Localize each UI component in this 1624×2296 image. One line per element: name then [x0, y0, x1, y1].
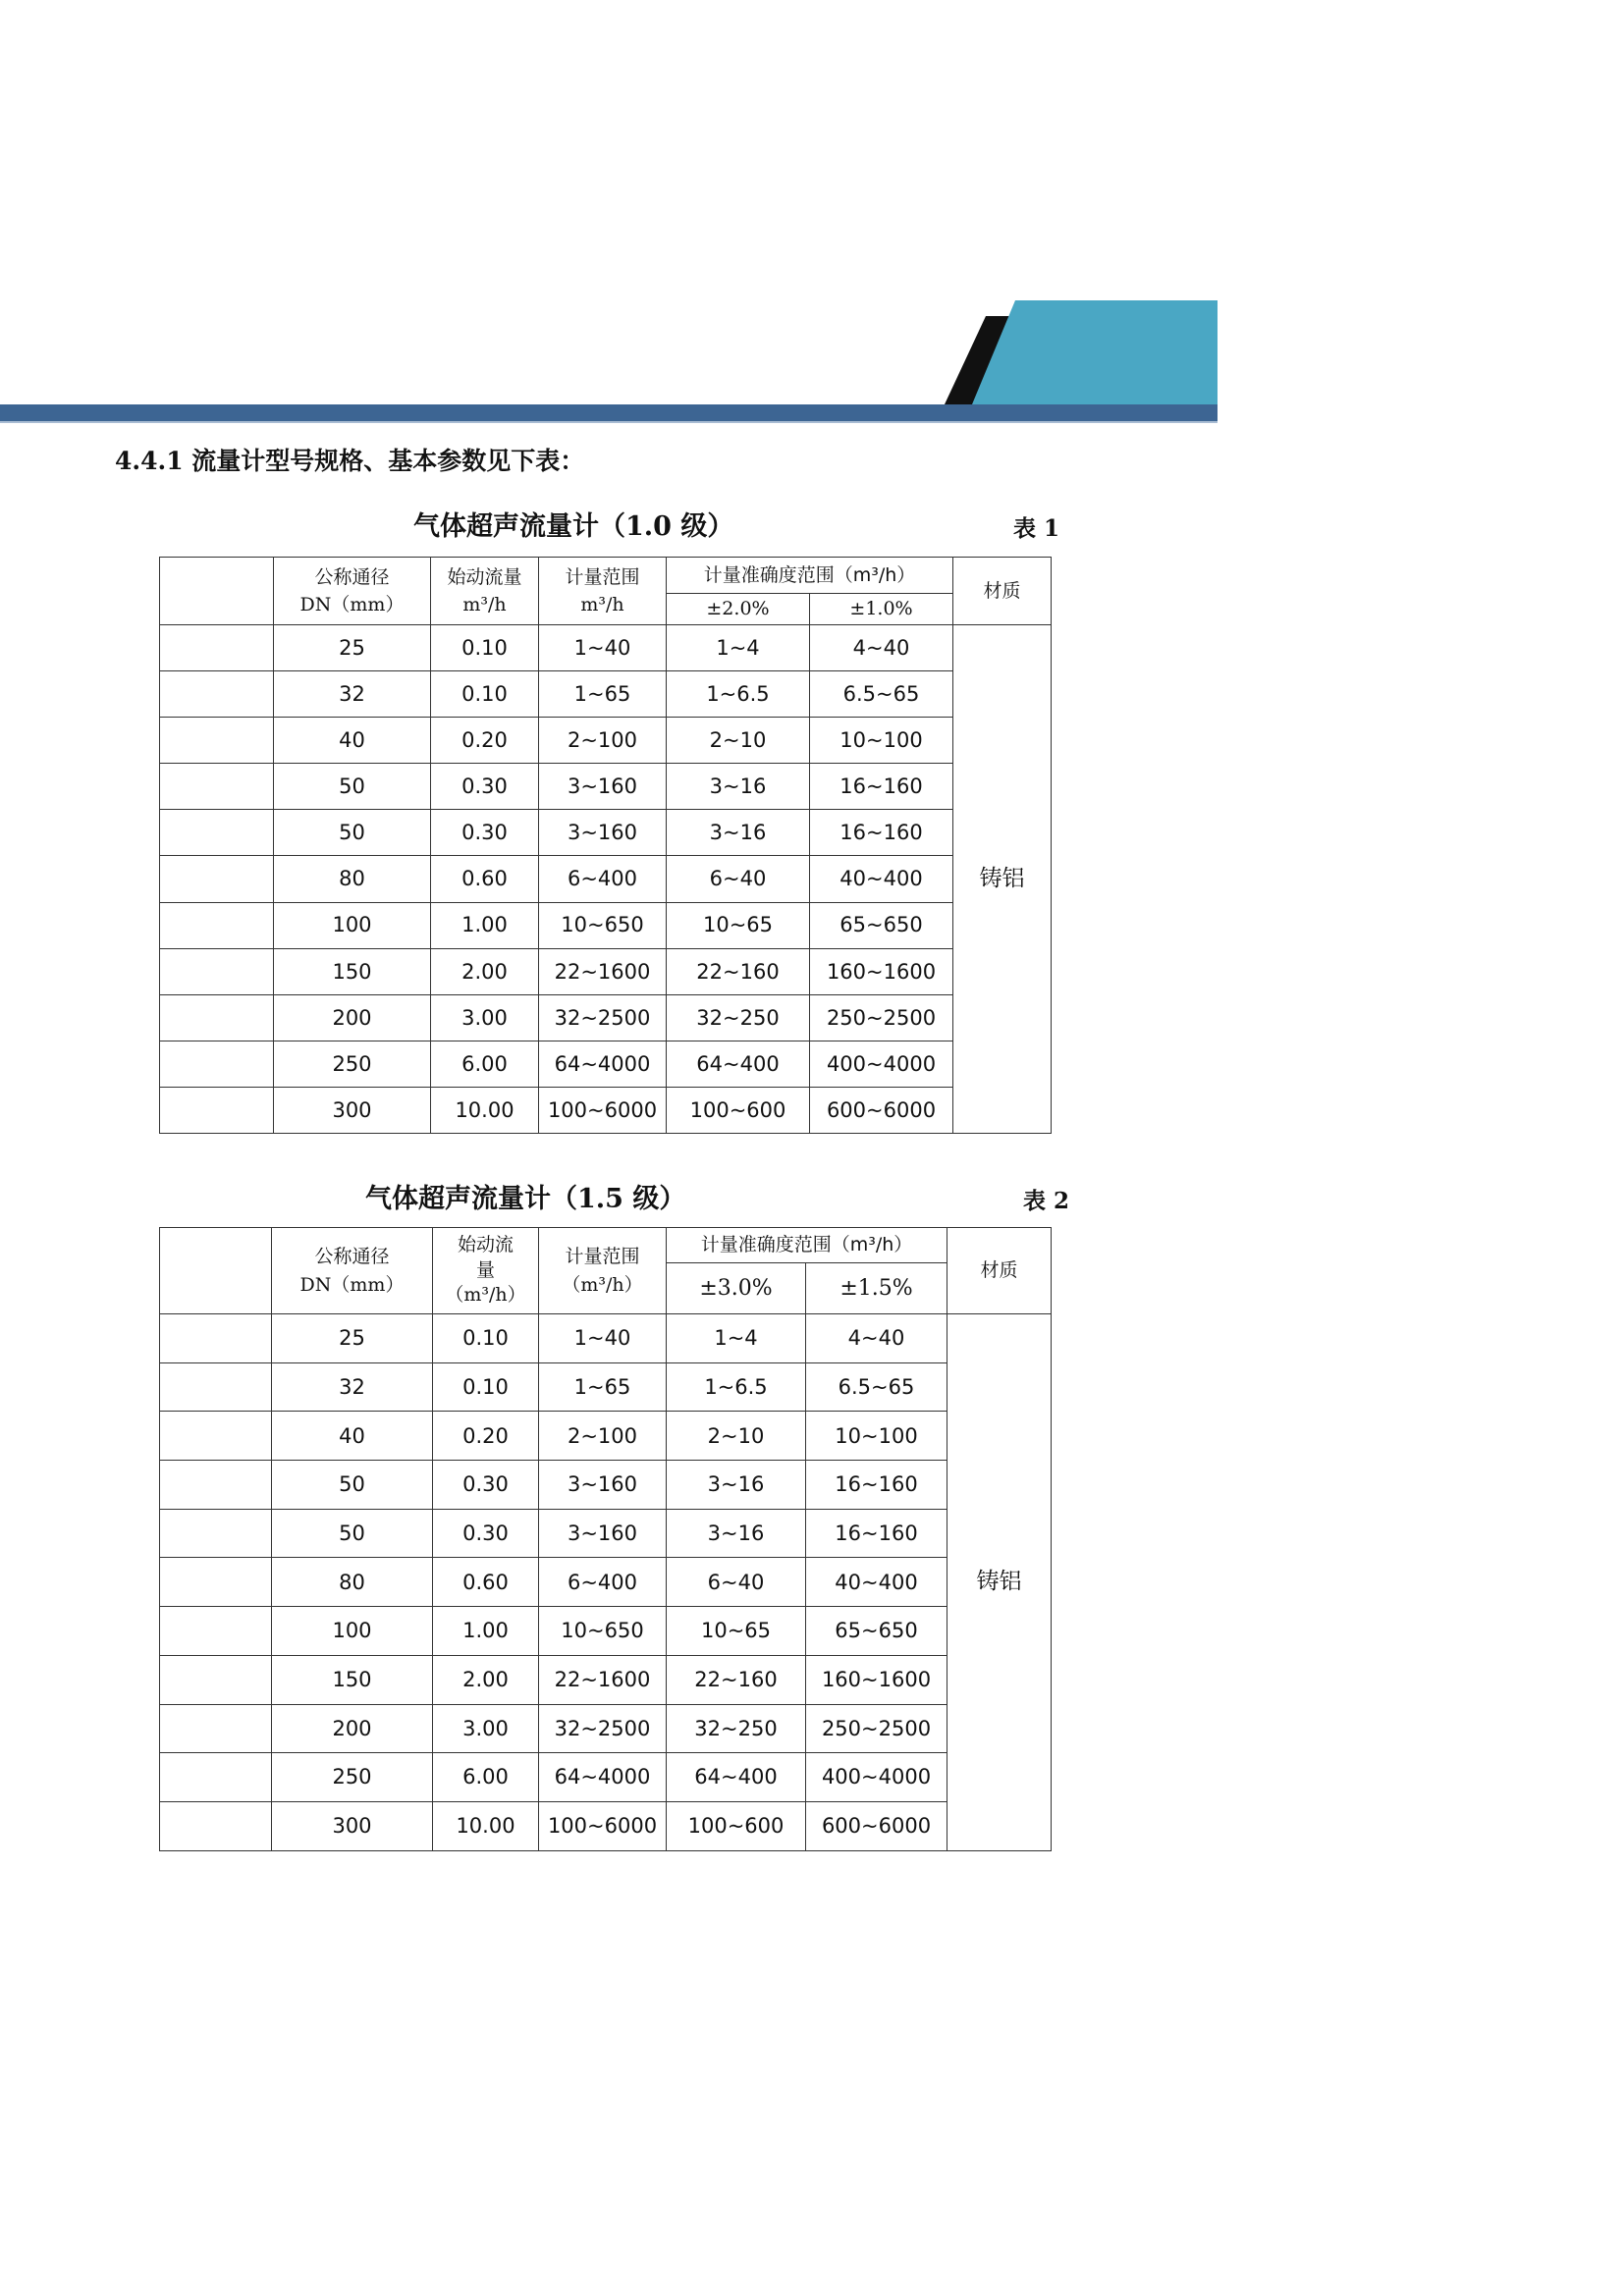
accuracy-b-cell: 600~6000	[806, 1801, 947, 1850]
start-flow-header-label: 始动流	[457, 1234, 514, 1256]
accuracy-a-cell: 32~250	[667, 1704, 806, 1753]
blank-cell	[160, 1655, 272, 1704]
accuracy-b-cell: 160~1600	[806, 1655, 947, 1704]
start-flow-cell: 0.60	[433, 1558, 539, 1607]
dn-cell: 300	[272, 1801, 433, 1850]
range-cell: 3~160	[539, 1509, 667, 1558]
dn-cell: 300	[274, 1087, 431, 1133]
blank-cell	[160, 1704, 272, 1753]
accuracy-b-cell: 10~100	[806, 1412, 947, 1461]
blank-cell	[160, 994, 274, 1041]
blank-cell	[160, 764, 274, 810]
dn-cell: 40	[272, 1412, 433, 1461]
range-header-unit: m³/h	[580, 594, 624, 615]
start-flow-header-cell	[431, 558, 539, 625]
blank-cell	[160, 1087, 274, 1133]
accuracy-a-cell: 2~10	[667, 718, 810, 764]
header-band	[0, 404, 1218, 421]
range-cell: 2~100	[539, 718, 667, 764]
blank-cell	[160, 1753, 272, 1802]
dn-cell: 25	[274, 625, 431, 671]
material-cell: 铸铝	[947, 1314, 1052, 1851]
dn-cell: 32	[274, 671, 431, 718]
table-row	[160, 1509, 1052, 1558]
table-row	[160, 1362, 1052, 1412]
accuracy-b-cell: 6.5~65	[806, 1362, 947, 1412]
accuracy-a-cell: 1~6.5	[667, 671, 810, 718]
accuracy-b-cell: 250~2500	[810, 994, 953, 1041]
start-flow-header-label: 始动流量	[447, 565, 522, 588]
start-flow-cell: 0.30	[431, 764, 539, 810]
accuracy-a-cell: 64~400	[667, 1041, 810, 1087]
blank-cell	[160, 1509, 272, 1558]
accuracy-a-cell: 10~65	[667, 1607, 806, 1656]
start-flow-cell: 3.00	[431, 994, 539, 1041]
start-flow-cell: 2.00	[433, 1655, 539, 1704]
accuracy-a-cell: 3~16	[667, 810, 810, 856]
accuracy-b-cell: 10~100	[810, 718, 953, 764]
range-header-cell	[539, 1228, 667, 1314]
table-2-number: 表 2	[1023, 1188, 1070, 1214]
start-flow-cell: 0.30	[431, 810, 539, 856]
accuracy-a-cell: 1~4	[667, 625, 810, 671]
range-cell: 1~65	[539, 1362, 667, 1412]
start-flow-cell: 1.00	[433, 1607, 539, 1656]
accuracy-b-cell: 40~400	[810, 856, 953, 902]
table-row	[160, 1607, 1052, 1656]
start-flow-cell: 2.00	[431, 948, 539, 994]
spec-table-1	[159, 557, 1052, 1134]
dn-cell: 80	[274, 856, 431, 902]
table-row	[160, 1461, 1052, 1510]
accuracy-header-cell: 计量准确度范围（m³/h）	[667, 558, 953, 594]
dn-cell: 50	[272, 1509, 433, 1558]
accuracy-b-cell: 16~160	[810, 810, 953, 856]
material-cell: 铸铝	[953, 625, 1052, 1134]
table-2-title: 气体超声流量计（1.5 级）	[365, 1184, 686, 1214]
blank-cell	[160, 1041, 274, 1087]
start-flow-cell: 0.10	[433, 1362, 539, 1412]
accuracy-a-cell: 100~600	[667, 1087, 810, 1133]
table-row	[160, 671, 1052, 718]
range-cell: 3~160	[539, 764, 667, 810]
dn-cell: 150	[272, 1655, 433, 1704]
accuracy-a-cell: 6~40	[667, 856, 810, 902]
range-cell: 1~65	[539, 671, 667, 718]
dn-cell: 250	[272, 1753, 433, 1802]
accuracy-a-cell: 3~16	[667, 1461, 806, 1510]
dn-cell: 40	[274, 718, 431, 764]
start-flow-cell: 6.00	[433, 1753, 539, 1802]
accuracy-a-cell: 1~6.5	[667, 1362, 806, 1412]
table-row	[160, 1314, 1052, 1363]
section-heading: 4.4.1 流量计型号规格、基本参数见下表：	[115, 447, 585, 475]
blank-cell	[160, 1412, 272, 1461]
dn-cell: 50	[274, 764, 431, 810]
range-cell: 100~6000	[539, 1087, 667, 1133]
range-cell: 6~400	[539, 856, 667, 902]
blank-cell	[160, 1607, 272, 1656]
start-flow-cell: 10.00	[431, 1087, 539, 1133]
dn-header-unit: DN（mm）	[299, 594, 405, 615]
blank-cell	[160, 902, 274, 948]
range-cell: 1~40	[539, 625, 667, 671]
accuracy-header-cell: 计量准确度范围（m³/h）	[667, 1228, 947, 1263]
start-flow-cell: 0.20	[431, 718, 539, 764]
start-flow-cell: 1.00	[431, 902, 539, 948]
accuracy-b-cell: 16~160	[806, 1461, 947, 1510]
accuracy-a-header: ±2.0%	[667, 594, 810, 625]
dn-cell: 80	[272, 1558, 433, 1607]
dn-header-label: 公称通径	[314, 565, 390, 588]
header-teal-block	[972, 300, 1218, 404]
blank-cell	[160, 625, 274, 671]
spec-table-2	[159, 1227, 1052, 1851]
spec-table-2-body	[160, 1228, 1052, 1851]
accuracy-b-cell: 400~4000	[810, 1041, 953, 1087]
start-flow-cell: 6.00	[431, 1041, 539, 1087]
accuracy-b-cell: 160~1600	[810, 948, 953, 994]
table-row	[160, 856, 1052, 902]
blank-header-cell	[160, 558, 274, 625]
start-flow-cell: 0.30	[433, 1509, 539, 1558]
range-cell: 22~1600	[539, 948, 667, 994]
blank-cell	[160, 1362, 272, 1412]
accuracy-b-cell: 6.5~65	[810, 671, 953, 718]
table-row	[160, 625, 1052, 671]
accuracy-a-header: ±3.0%	[667, 1263, 806, 1314]
header-band-line	[0, 421, 1218, 423]
accuracy-b-cell: 16~160	[810, 764, 953, 810]
accuracy-a-cell: 100~600	[667, 1801, 806, 1850]
table-row	[160, 1753, 1052, 1802]
table-row	[160, 994, 1052, 1041]
accuracy-a-cell: 2~10	[667, 1412, 806, 1461]
table-row	[160, 1041, 1052, 1087]
dn-cell: 50	[272, 1461, 433, 1510]
accuracy-a-cell: 10~65	[667, 902, 810, 948]
blank-cell	[160, 1314, 272, 1363]
blank-cell	[160, 810, 274, 856]
dn-cell: 200	[272, 1704, 433, 1753]
dn-cell: 100	[274, 902, 431, 948]
range-cell: 22~1600	[539, 1655, 667, 1704]
accuracy-a-cell: 1~4	[667, 1314, 806, 1363]
range-cell: 64~4000	[539, 1041, 667, 1087]
start-flow-header-label-2: 量	[475, 1258, 495, 1281]
blank-cell	[160, 948, 274, 994]
start-flow-header-unit: m³/h	[462, 594, 507, 615]
table-row	[160, 1704, 1052, 1753]
range-cell: 6~400	[539, 1558, 667, 1607]
accuracy-b-cell: 65~650	[806, 1607, 947, 1656]
blank-header-cell	[160, 1228, 272, 1314]
dn-cell: 25	[272, 1314, 433, 1363]
start-flow-cell: 0.20	[433, 1412, 539, 1461]
start-flow-cell: 0.10	[433, 1314, 539, 1363]
dn-cell: 200	[274, 994, 431, 1041]
range-cell: 1~40	[539, 1314, 667, 1363]
spec-table-1-body	[160, 558, 1052, 1134]
dn-header-unit: DN（mm）	[299, 1273, 405, 1296]
dn-cell: 100	[272, 1607, 433, 1656]
blank-cell	[160, 1801, 272, 1850]
accuracy-a-cell: 22~160	[667, 1655, 806, 1704]
range-cell: 32~2500	[539, 1704, 667, 1753]
table-row	[160, 1558, 1052, 1607]
accuracy-b-cell: 400~4000	[806, 1753, 947, 1802]
accuracy-b-cell: 4~40	[806, 1314, 947, 1363]
dn-cell: 250	[274, 1041, 431, 1087]
start-flow-header-unit: （m³/h）	[445, 1284, 526, 1307]
accuracy-a-cell: 3~16	[667, 1509, 806, 1558]
table-row	[160, 1087, 1052, 1133]
accuracy-a-cell: 32~250	[667, 994, 810, 1041]
accuracy-b-cell: 250~2500	[806, 1704, 947, 1753]
table-1-title: 气体超声流量计（1.0 级）	[413, 511, 734, 542]
table-header-row	[160, 558, 1052, 594]
accuracy-a-cell: 3~16	[667, 764, 810, 810]
table-row	[160, 764, 1052, 810]
range-cell: 3~160	[539, 1461, 667, 1510]
range-header-label: 计量范围	[565, 1246, 640, 1267]
dn-cell: 32	[272, 1362, 433, 1412]
accuracy-b-cell: 16~160	[806, 1509, 947, 1558]
blank-cell	[160, 856, 274, 902]
accuracy-a-cell: 6~40	[667, 1558, 806, 1607]
range-header-label: 计量范围	[565, 565, 640, 588]
material-header-cell: 材质	[947, 1228, 1052, 1314]
start-flow-cell: 0.10	[431, 671, 539, 718]
accuracy-a-cell: 22~160	[667, 948, 810, 994]
accuracy-b-cell: 600~6000	[810, 1087, 953, 1133]
start-flow-cell: 0.60	[431, 856, 539, 902]
start-flow-cell: 3.00	[433, 1704, 539, 1753]
range-cell: 100~6000	[539, 1801, 667, 1850]
accuracy-b-header: ±1.0%	[810, 594, 953, 625]
dn-header-cell	[272, 1228, 433, 1314]
blank-cell	[160, 671, 274, 718]
accuracy-b-header: ±1.5%	[806, 1263, 947, 1314]
blank-cell	[160, 718, 274, 764]
start-flow-cell: 0.10	[431, 625, 539, 671]
table-row	[160, 948, 1052, 994]
range-cell: 10~650	[539, 1607, 667, 1656]
range-cell: 2~100	[539, 1412, 667, 1461]
table-header-row	[160, 1228, 1052, 1263]
accuracy-a-cell: 64~400	[667, 1753, 806, 1802]
accuracy-b-cell: 4~40	[810, 625, 953, 671]
table-row	[160, 1412, 1052, 1461]
range-cell: 10~650	[539, 902, 667, 948]
blank-cell	[160, 1461, 272, 1510]
material-header-cell: 材质	[953, 558, 1052, 625]
range-cell: 64~4000	[539, 1753, 667, 1802]
dn-header-cell	[274, 558, 431, 625]
accuracy-b-cell: 65~650	[810, 902, 953, 948]
dn-cell: 150	[274, 948, 431, 994]
range-header-unit: （m³/h）	[562, 1273, 643, 1296]
start-flow-cell: 0.30	[433, 1461, 539, 1510]
range-cell: 3~160	[539, 810, 667, 856]
table-row	[160, 902, 1052, 948]
blank-cell	[160, 1558, 272, 1607]
table-row	[160, 1801, 1052, 1850]
range-header-cell	[539, 558, 667, 625]
dn-header-label: 公称通径	[314, 1246, 390, 1267]
accuracy-b-cell: 40~400	[806, 1558, 947, 1607]
start-flow-header-cell	[433, 1228, 539, 1314]
range-cell: 32~2500	[539, 994, 667, 1041]
dn-cell: 50	[274, 810, 431, 856]
start-flow-cell: 10.00	[433, 1801, 539, 1850]
table-1-number: 表 1	[1013, 515, 1060, 542]
table-row	[160, 810, 1052, 856]
header-decoration	[0, 0, 1624, 432]
table-row	[160, 1655, 1052, 1704]
table-row	[160, 718, 1052, 764]
